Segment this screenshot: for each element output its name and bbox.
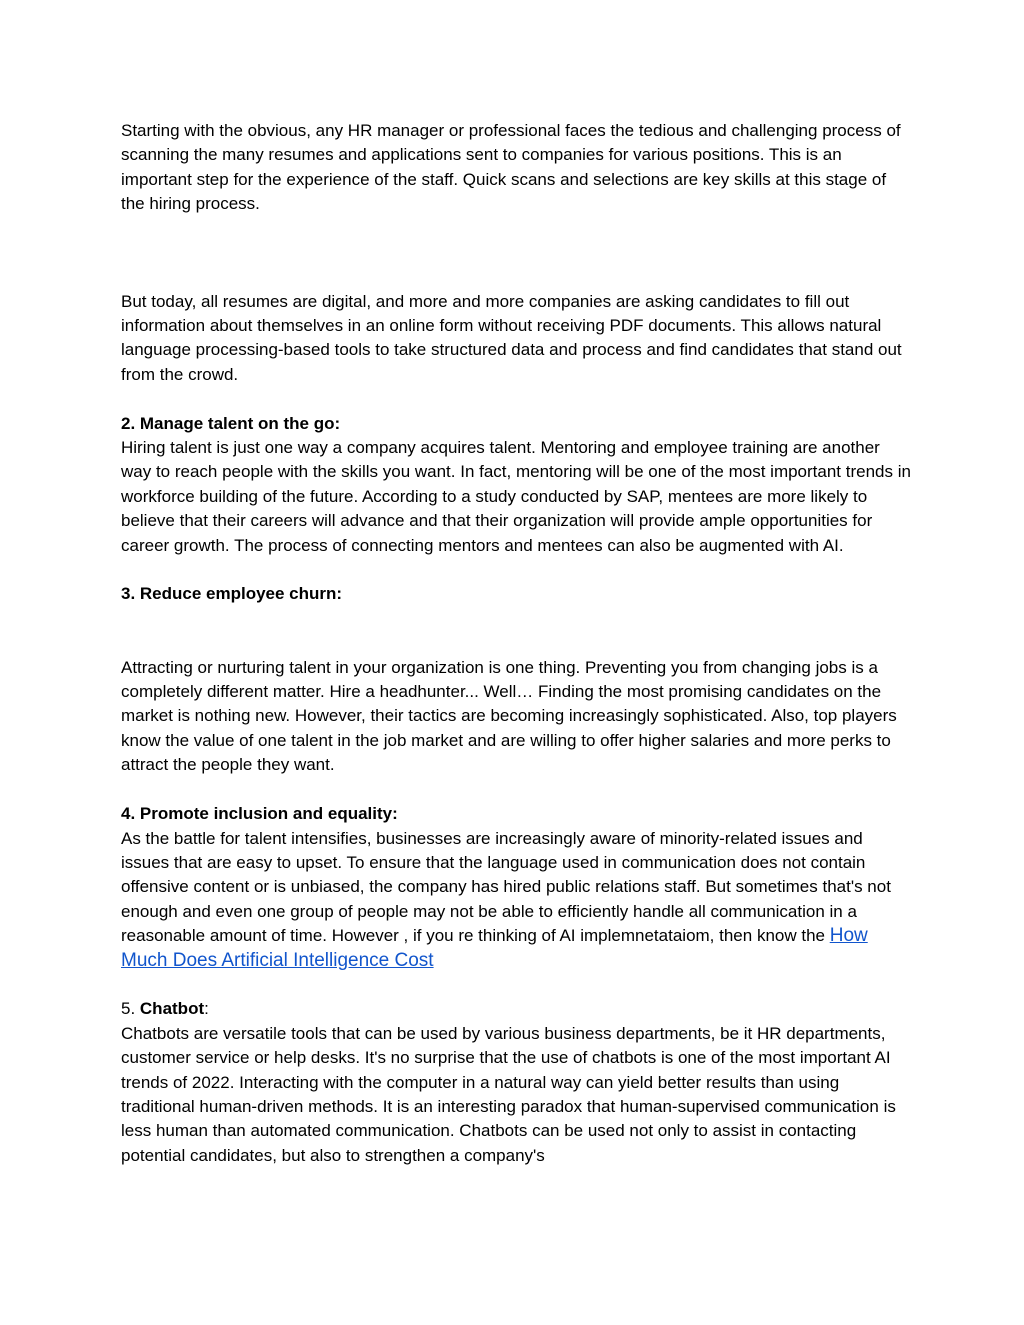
section-5-body: Chatbots are versatile tools that can be used by various business departments, be it HR departments, customer service or help desks. It's no surprise that the use of chatbots is one of the most important AI trends of 2022. Interacting with the computer in a natural way can yield better results than using traditional human-driven methods. It is an interesting paradox that human-supervised communication is less human than automated communication. Chatbots can be used not only to assist in contacting potential candidates, but also to strengthen a company's — [121, 1023, 896, 1165]
section-3-heading: 3. Reduce employee churn: — [121, 584, 343, 604]
document-content — [121, 119, 911, 1168]
spacer — [121, 387, 911, 411]
ai-cost-link[interactable]: How Much Does Artificial Intelligence Cost — [121, 925, 868, 971]
section-4-heading: 4. Promote inclusion and equality: — [121, 804, 398, 824]
spacer — [121, 778, 911, 802]
spacer — [121, 607, 911, 656]
section-5-heading-line — [121, 997, 911, 1021]
spacer — [121, 558, 911, 582]
spacer — [121, 973, 911, 997]
intro-paragraph: Starting with the obvious, any HR manager or professional faces the tedious and challenging process of scanning the many resumes and applications sent to companies for various positions. This is an important step for the experience of the staff. Quick scans and selections are key skills at this stage of the hiring process. — [121, 121, 901, 214]
section-5-colon: : — [204, 999, 209, 1019]
section-2-heading: 2. Manage talent on the go: — [121, 413, 341, 433]
spacer — [121, 217, 911, 290]
section-2-body: Hiring talent is just one way a company acquires talent. Mentoring and employee training are another way to reach people with the skills you want. In fact, mentoring will be one of the most important trends in workforce building of the future. According to a study conducted by SAP, mentees are more likely to believe that their careers will advance and that their organization will provide ample opportunities for career growth. The process of connecting mentors and mentees can also be augmented with AI. — [121, 438, 911, 555]
section-5-number: 5. — [121, 999, 140, 1019]
digital-resumes-paragraph: But today, all resumes are digital, and more and more companies are asking candidates to fill out information about themselves in an online form without receiving PDF documents. This allows natural language processing-based tools to take structured data and process and find candidates that stand out from the crowd. — [121, 291, 902, 384]
section-3-body: Attracting or nurturing talent in your organization is one thing. Preventing you from changing jobs is a completely different matter. Hire a headhunter... Well… Finding the most promising candidates on the market is nothing new. However, their tactics are becoming increasingly sophisticated. Also, top players know the value of one talent in the job market and are willing to offer higher salaries and more perks to attract the people they want. — [121, 657, 897, 775]
section-5-heading: Chatbot — [139, 999, 205, 1019]
section-4-body: As the battle for talent intensifies, businesses are increasingly aware of minority-related issues and issues that are easy to upset. To ensure that the language used in communication does not contain offensive content or is unbiased, the company has hired public relations staff. But sometimes that's not enough and even one group of people may not be able to efficiently handle all communication in a reasonable amount of time. However , if you re thinking of AI implemnetataiom, then know the — [121, 828, 891, 946]
section-4-paragraph — [121, 827, 911, 973]
